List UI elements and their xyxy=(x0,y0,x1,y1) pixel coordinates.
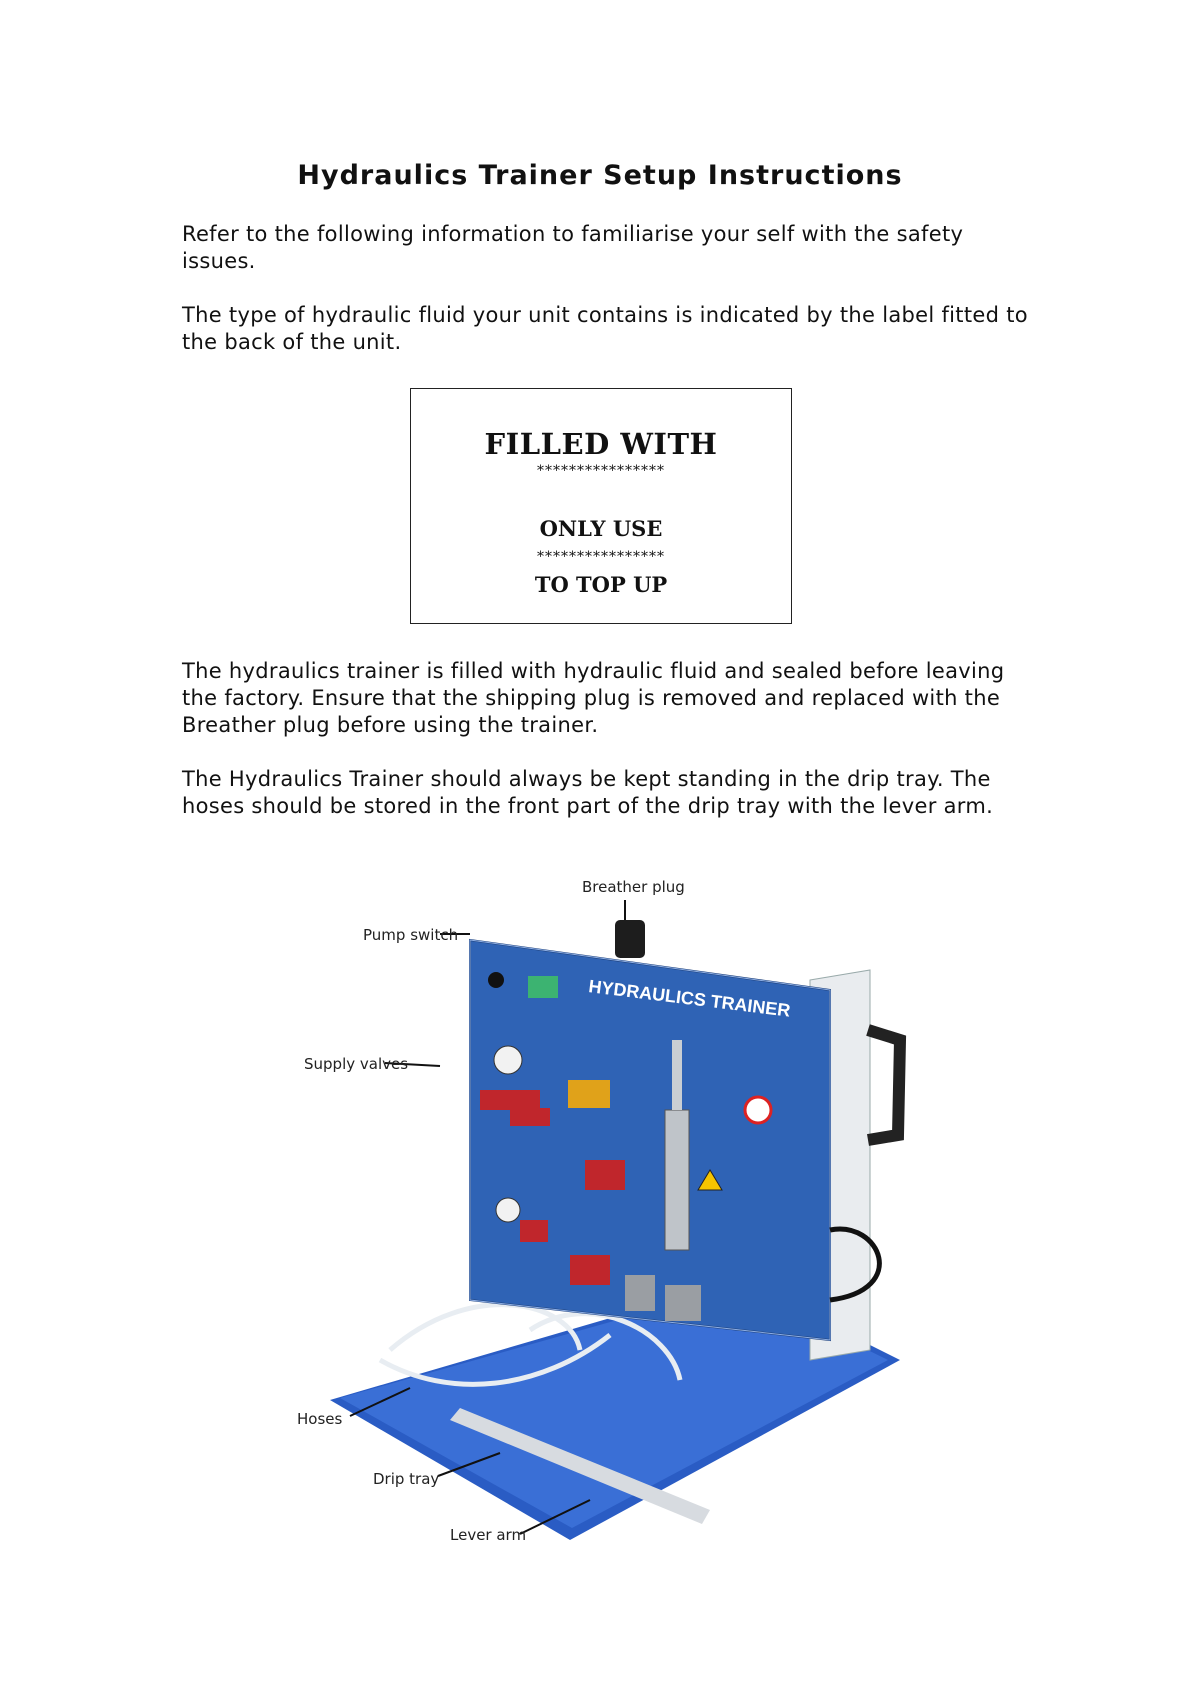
callout-breather-plug: Breather plug xyxy=(582,880,685,896)
shipping-plug-paragraph: The hydraulics trainer is filled with hydraulic fluid and sealed before leaving the factory. Ensure that the shipping plug is removed and replaced with the Breather plug before using the trainer. xyxy=(182,659,1005,737)
fluid-label-only-use: ONLY USE xyxy=(539,516,663,541)
callout-supply-valves: Supply valves xyxy=(304,1055,409,1073)
pump-switch xyxy=(488,972,504,988)
trainer-figure xyxy=(270,880,970,1540)
callout-pump-switch: Pump switch xyxy=(363,926,459,944)
fluid-label-placeholder-1: **************** xyxy=(537,463,665,479)
intro-paragraph: Refer to the following information to familiarise your self with the safety issues. xyxy=(182,222,964,273)
directional-valve xyxy=(568,1080,610,1108)
carry-handle xyxy=(868,1030,900,1140)
display xyxy=(528,976,558,998)
fluid-label-box xyxy=(410,388,792,624)
fluid-label-placeholder-2: **************** xyxy=(537,549,665,565)
callout-drip-tray: Drip tray xyxy=(373,1470,440,1488)
supply-valve xyxy=(480,1090,540,1110)
page-title: Hydraulics Trainer Setup Instructions xyxy=(297,160,903,191)
breather-plug xyxy=(615,920,645,958)
fluid-label-filled-with: FILLED WITH xyxy=(484,427,718,461)
drip-tray-paragraph: The Hydraulics Trainer should always be kept standing in the drip tray. The hoses should be stored in the front part of the drip tray with the lever arm. xyxy=(182,767,994,818)
panel-title: HYDRAULICS TRAINER xyxy=(587,976,792,1021)
warning-icon xyxy=(745,1097,771,1123)
fluid-type-paragraph: The type of hydraulic fluid your unit contains is indicated by the label fitted to the back of the unit. xyxy=(182,303,1028,354)
callout-hoses: Hoses xyxy=(297,1410,343,1428)
callout-lever-arm: Lever arm xyxy=(450,1526,527,1540)
cylinder xyxy=(665,1110,689,1250)
fluid-label-top-up: TO TOP UP xyxy=(534,572,668,597)
weight xyxy=(625,1275,655,1311)
pressure-gauge xyxy=(494,1046,522,1074)
